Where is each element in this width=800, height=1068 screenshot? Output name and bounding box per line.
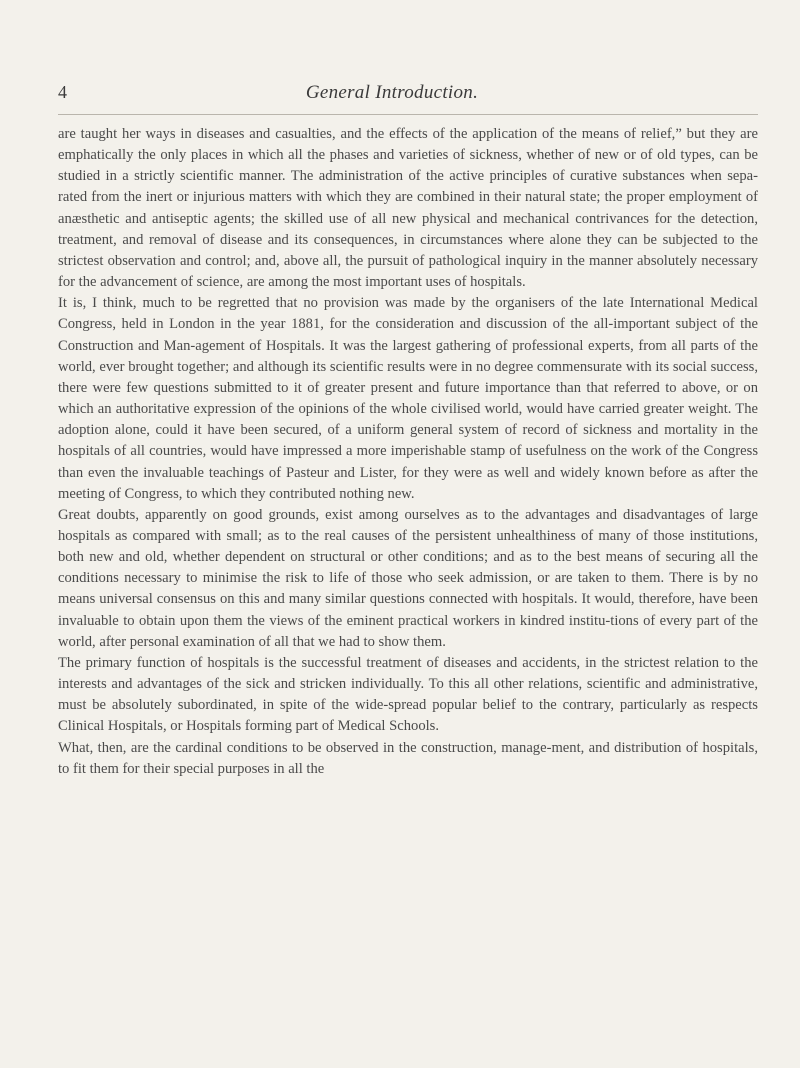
paragraph: are taught her ways in diseases and casualties, and the effects of the application of the means of relief,” but they are emphatically the only places in which all the phases and varieties of sickness, whether of new or of old types, can be studied in a strictly scientific manner. The administration of the active principles of curative substances when sepa-rated from the inert or injurious matters with which they are combined in their natural state; the proper employment of anæsthetic and antiseptic agents; the skilled use of all new physical and mechanical contrivances for the detection, treatment, and removal of disease and its consequences, in circumstances where alone they can be subjected to the strictest observation and control; and, above all, the pursuit of pathological inquiry in the manner absolutely necessary for the advancement of science, are among the most important uses of hospitals. — [58, 126, 758, 291]
page-header — [58, 82, 726, 106]
running-head: General Introduction. — [305, 82, 479, 103]
paragraph: The primary function of hospitals is the successful treatment of diseases and accidents, in the strictest relation to the interests and advantages of the sick and stricken individually. To this all other relations, scientific and administrative, must be absolutely subordinated, in spite of the wide-spread popular belief to the contrary, particularly as respects Clinical Hospitals, or Hospitals forming part of Medical Schools. — [58, 654, 758, 735]
page-number: 4 — [58, 82, 67, 102]
paragraph: Great doubts, apparently on good grounds, exist among ourselves as to the advantages and disadvantages of large hospitals as compared with small; as to the real causes of the persistent unhealthiness of many of those institutions, both new and old, whether dependent on structural or other conditions; and as to the best means of securing all the conditions necessary to minimise the risk to life of those who seek admission, or are taken to them. There is by no means universal consensus on this and many similar questions connected with hospitals. It would, therefore, have been invaluable to obtain upon them the views of the eminent practical workers in kindred institu-tions of every part of the world, after personal examination of all that we had to show them. — [58, 506, 758, 650]
header-rule — [58, 114, 758, 115]
body-text — [58, 124, 758, 780]
paragraph: What, then, are the cardinal conditions to be observed in the construction, manage-ment, and distribution of hospitals, to fit them for their special purposes in all the — [58, 739, 758, 777]
paragraph: It is, I think, much to be regretted that no provision was made by the organisers of the late International Medical Congress, held in London in the year 1881, for the consideration and discussion of the all-important subject of the Construction and Man-agement of Hospitals. It was the largest gathering of professional experts, from all parts of the world, ever brought together; and although its scientific results were in no degree commensurate with its social success, there were few questions submitted to it of greater present and future importance than that referred to above, or on which an authoritative expression of the opinions of the whole civilised world, would have carried greater weight. The adoption alone, could it have been secured, of a uniform general system of record of sickness and mortality in the hospitals of all countries, would have impressed a more imperishable stamp of usefulness on the work of the Congress than even the invaluable teachings of Pasteur and Lister, for they were as well and widely known before as after the meeting of Congress, to which they contributed nothing new. — [58, 295, 758, 502]
